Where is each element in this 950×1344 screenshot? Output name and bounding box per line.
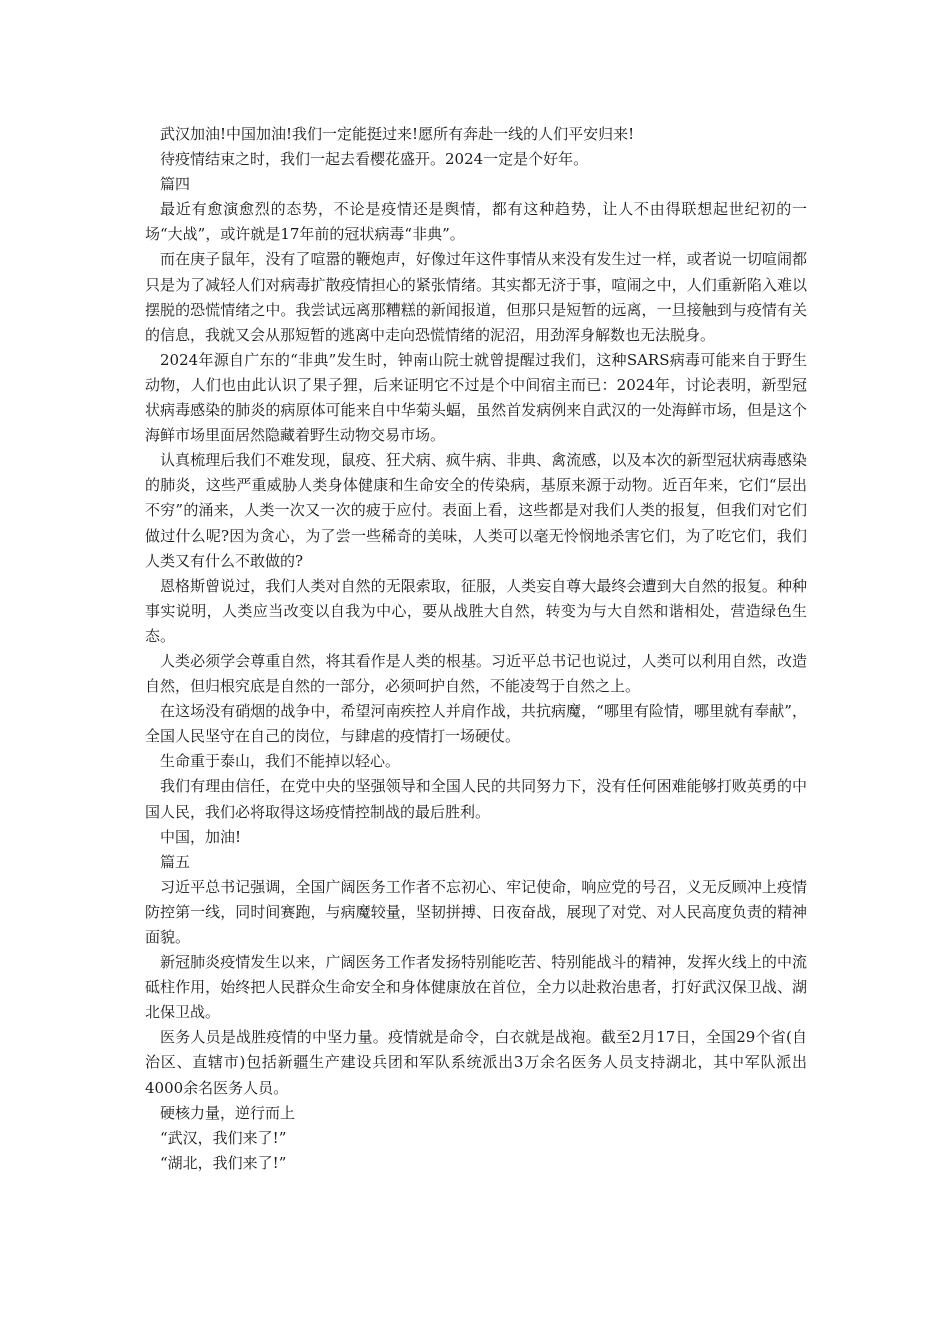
quote-line: “湖北，我们来了!” <box>160 1153 287 1172</box>
paragraph: 认真梳理后我们不难发现，鼠疫、狂犬病、疯牛病、非典、禽流感，以及本次的新型冠状病毒感染的肺炎，这些严重威胁人类身体健康和生命安全的传染病，基原来源于动物。近百年来，它们“层出不穷”的涌来，人类一次又一次的疲于应付。表面上看，这些都是对我们人类的报复，但我们对它们做过什么呢?因为贪心，为了尝一些稀奇的美味，人类可以毫无怜悯地杀害它们，为了吃它们，我们人类又有什么不敢做的? <box>145 451 807 570</box>
paragraph: 最近有愈演愈烈的态势，不论是疫情还是舆情，都有这种趋势，让人不由得联想起世纪初的一场“大战”，或许就是17年前的冠状病毒“非典”。 <box>145 200 807 244</box>
paragraph: 我们有理由信任，在党中央的坚强领导和全国人民的共同努力下，没有任何困难能够打败英勇的中国人民，我们必将取得这场疫情控制战的最后胜利。 <box>145 777 807 821</box>
paragraph: 恩格斯曾说过，我们人类对自然的无限索取，征服，人类妄自尊大最终会遭到大自然的报复。种种事实说明，人类应当改变以自我为中心，要从战胜大自然，转变为与大自然和谐相处，营造绿色生态。 <box>145 576 807 645</box>
paragraph: 人类必须学会尊重自然，将其看作是人类的根基。习近平总书记也说过，人类可以利用自然，改造自然，但归根究底是自然的一部分，必须呵护自然，不能凌驾于自然之上。 <box>145 651 807 696</box>
paragraph: 而在庚子鼠年，没有了喧嚣的鞭炮声，好像过年这件事情从来没有发生过一样，或者说一切喧闹都只是为了减轻人们对病毒扩散疫情担心的紧张情绪。其实都无济于事，喧闹之中，人们重新陷入难以摆脱的恐慌情绪之中。我尝试远离那糟糕的新闻报道，但那只是短暂的远离，一旦接触到与疫情有关的信息，我就又会从那短暂的逃离中走向恐慌情绪的泥沼，用劲浑身解数也无法脱身。 <box>145 250 807 344</box>
quote-line: “武汉，我们来了!” <box>160 1128 287 1147</box>
paragraph: 待疫情结束之时，我们一起去看樱花盛开。2024一定是个好年。 <box>160 150 589 169</box>
section-heading: 篇五 <box>160 852 191 871</box>
paragraph: 新冠肺炎疫情发生以来，广阔医务工作者发扬特别能吃苦、特别能战斗的精神，发挥火线上的中流砥柱作用，始终把人民群众生命安全和身体健康放在首位，全力以赴救治患者，打好武汉保卫战、湖北保卫战。 <box>145 953 807 1022</box>
paragraph: 医务人员是战胜疫情的中坚力量。疫情就是命令，白衣就是战袍。截至2月17日，全国29个省(自治区、直辖市)包括新疆生产建设兵团和军队系统派出3万余名医务人员支持湖北，其中军队派出4000余名医务人员。 <box>145 1028 807 1097</box>
paragraph: 中国，加油! <box>160 827 242 846</box>
document-body <box>145 122 807 1176</box>
paragraph: 2024年源自广东的“非典”发生时，钟南山院士就曾提醒过我们，这种SARS病毒可能来自于野生动物，人们也由此认识了果子狸，后来证明它不过是个中间宿主而已：2024年，讨论表明，新型冠状病毒感染的肺炎的病原体可能来自中华菊头蝠，虽然首发病例来自武汉的一处海鲜市场，但是这个海鲜市场里面居然隐藏着野生动物交易市场。 <box>145 350 807 445</box>
paragraph: 硬核力量，逆行而上 <box>160 1103 296 1122</box>
paragraph: 在这场没有硝烟的战争中，希望河南疾控人并肩作战，共抗病魔，“哪里有险情，哪里就有奉献”，全国人民坚守在自己的岗位，与肆虐的疫情打一场硬仗。 <box>145 702 807 746</box>
paragraph: 生命重于泰山，我们不能掉以轻心。 <box>160 752 401 771</box>
section-heading: 篇四 <box>160 175 191 194</box>
paragraph: 武汉加油!中国加油!我们一定能挺过来!愿所有奔赴一线的人们平安归来! <box>160 125 635 143</box>
paragraph: 习近平总书记强调，全国广阔医务工作者不忘初心、牢记使命，响应党的号召，义无反顾冲上疫情防控第一线，同时间赛跑，与病魔较量，坚韧拼搏、日夜奋战，展现了对党、对人民高度负责的精神面貌。 <box>145 877 807 946</box>
